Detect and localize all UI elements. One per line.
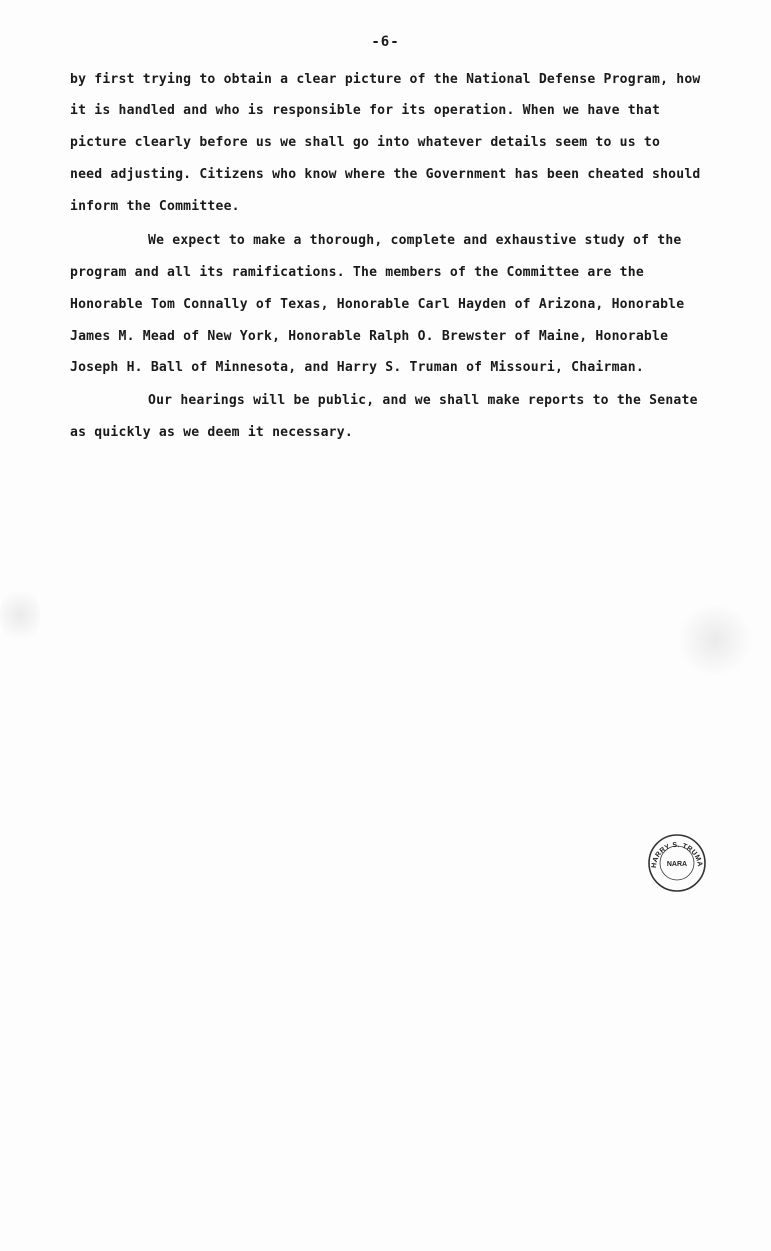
stamp-top-text: HARRY S. TRUMA bbox=[650, 841, 704, 869]
library-stamp bbox=[646, 832, 708, 894]
text-line: James M. Mead of New York, Honorable Ralph O. Brewster of Maine, Honorable bbox=[70, 329, 669, 344]
text-line: need adjusting. Citizens who know where the Government has been cheated should bbox=[70, 167, 701, 182]
text-line: it is handled and who is responsible for its operation. When we have that bbox=[70, 103, 661, 118]
stamp-center-text: NARA bbox=[666, 861, 688, 868]
page-smudge bbox=[0, 585, 40, 645]
text-line: as quickly as we deem it necessary. bbox=[70, 425, 353, 440]
page-smudge bbox=[675, 605, 755, 675]
text-line: We expect to make a thorough, complete and exhaustive study of the bbox=[148, 233, 682, 248]
text-line: inform the Committee. bbox=[70, 199, 240, 214]
text-line: Joseph H. Ball of Minnesota, and Harry S. Truman of Missouri, Chairman. bbox=[70, 360, 644, 375]
text-line: by first trying to obtain a clear picture of the National Defense Program, how bbox=[70, 72, 701, 87]
text-line: program and all its ramifications. The members of the Committee are the bbox=[70, 265, 644, 280]
page-number: -6- bbox=[371, 34, 400, 50]
stamp-seal-icon bbox=[646, 832, 708, 894]
text-line: Honorable Tom Connally of Texas, Honorable Carl Hayden of Arizona, Honorable bbox=[70, 297, 685, 312]
text-line: Our hearings will be public, and we shall make reports to the Senate bbox=[148, 393, 698, 408]
text-line: picture clearly before us we shall go into whatever details seem to us to bbox=[70, 135, 661, 150]
